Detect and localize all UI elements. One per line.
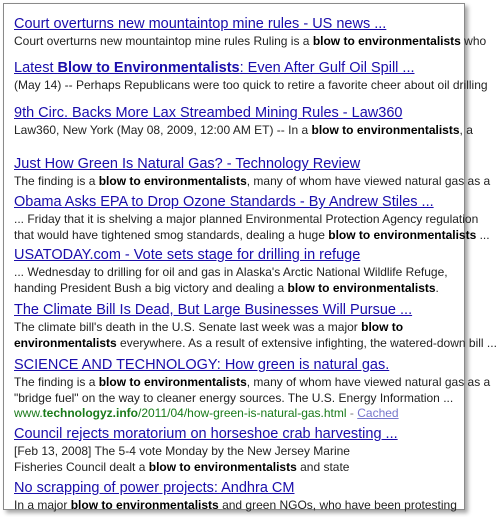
result-snippet-line [14,336,497,351]
url-segment: technologyz.info [42,406,138,420]
snippet-text: ... [476,228,490,242]
search-result [14,480,460,513]
url-segment: www. [14,406,43,420]
search-result [14,105,473,138]
snippet-text: In a major [14,498,71,512]
result-snippet-line [14,391,460,406]
result-snippet-line [14,375,491,390]
snippet-text: . [435,281,439,295]
result-title-link[interactable]: USATODAY.com - Vote sets stage for drilling in refuge [14,247,361,263]
snippet-text: The climate bill's death in the U.S. Senate last week was a major [14,320,362,334]
result-url-line [14,406,460,421]
snippet-text: , a [459,123,473,137]
result-title-link[interactable]: Obama Asks EPA to Drop Ozone Standards - By Andrew Stiles ... [14,194,434,210]
snippet-text: and green NGOs, who have been protesting [218,498,457,512]
snippet-text: , many of whom have viewed natural gas as a [246,375,491,389]
snippet-text: The finding is a [14,375,99,389]
highlighted-term: environmentalists [14,336,117,350]
search-result [14,194,490,243]
highlighted-term: blow to environmentalists [287,281,436,295]
snippet-text: ... Wednesday to drilling for oil and gas in Alaska's Arctic National Wildlife Refuge, [14,265,448,279]
title-text[interactable]: Latest [14,60,58,76]
snippet-text: [Feb 13, 2008] The 5-4 vote Monday by the New Jersey Marine [14,444,350,458]
snippet-text: and state [296,460,350,474]
highlighted-term: blow to environmentalists [148,460,297,474]
snippet-text: handing President Bush a big victory and dealing a [14,281,288,295]
search-result [14,156,491,189]
snippet-text: "bridge fuel" on the way to cleaner energy sources. The U.S. Energy Information ... [14,391,454,405]
result-snippet-line [14,228,490,243]
result-snippet-line [14,444,460,459]
cached-link[interactable]: Cached [357,406,399,420]
result-url [14,406,347,420]
search-result [14,60,488,93]
highlighted-term: blow to [361,320,404,334]
result-snippet-line [14,281,460,296]
result-snippet-line [14,34,487,49]
snippet-text: Law360, New York (May 08, 2009, 12:00 AM ET) -- In a [14,123,312,137]
result-title-link[interactable]: Just How Green Is Natural Gas? - Technology Review [14,156,361,172]
result-title-link[interactable] [14,60,460,77]
snippet-text: everywhere. As a result of extensive infighting, the watered-down bill ... [116,336,497,350]
highlighted-term: blow to environmentalists [98,174,247,188]
highlighted-term[interactable]: Blow to Environmentalists [57,60,240,76]
search-result [14,302,497,351]
snippet-text: that would have tightened smog standards, dealing a huge [14,228,329,242]
url-segment: /2011/04/how-green-is-natural-gas.html [138,406,347,420]
snippet-text: ... Friday that it is shelving a major planned Environmental Protection Agency regulation [14,212,479,226]
highlighted-term: blow to environmentalists [328,228,477,242]
snippet-text: who [460,34,487,48]
result-snippet-line [14,212,479,227]
result-snippet-line [14,174,491,189]
result-title-link[interactable]: Court overturns new mountaintop mine rules - US news ... [14,16,387,32]
snippet-text: (May 14) -- Perhaps Republicans were too quick to retire a favorite cheer about oil drilling [14,78,488,92]
result-snippet-line [14,78,488,93]
search-result [14,357,491,421]
highlighted-term: blow to environmentalists [311,123,460,137]
result-title-link[interactable]: The Climate Bill Is Dead, But Large Businesses Will Pursue ... [14,302,413,318]
highlighted-term: blow to environmentalists [312,34,461,48]
result-title-link[interactable]: 9th Circ. Backs More Lax Streambed Mining Rules - Law360 [14,105,403,121]
url-separator: - [346,406,358,420]
search-result [14,426,460,475]
highlighted-term: blow to environmentalists [98,375,247,389]
highlighted-term: blow to environmentalists [70,498,219,512]
search-results-panel [3,3,497,512]
result-title-link[interactable]: Council rejects moratorium on horseshoe crab harvesting ... [14,426,398,442]
snippet-text: , many of whom have viewed natural gas as a [246,174,491,188]
result-snippet-line [14,498,460,513]
snippet-text: Court overturns new mountaintop mine rules Ruling is a [14,34,313,48]
title-text[interactable]: : Even After Gulf Oil Spill ... [239,60,415,76]
snippet-text: Fisheries Council dealt a [14,460,149,474]
result-title-link[interactable]: No scrapping of power projects: Andhra CM [14,480,295,496]
result-snippet-line [14,265,460,280]
result-snippet-line [14,460,460,475]
snippet-text: The finding is a [14,174,99,188]
search-result [14,16,487,49]
result-snippet-line [14,123,473,138]
result-title-link[interactable]: SCIENCE AND TECHNOLOGY: How green is natural gas. [14,357,390,373]
result-snippet-line [14,320,460,335]
search-result [14,247,460,296]
